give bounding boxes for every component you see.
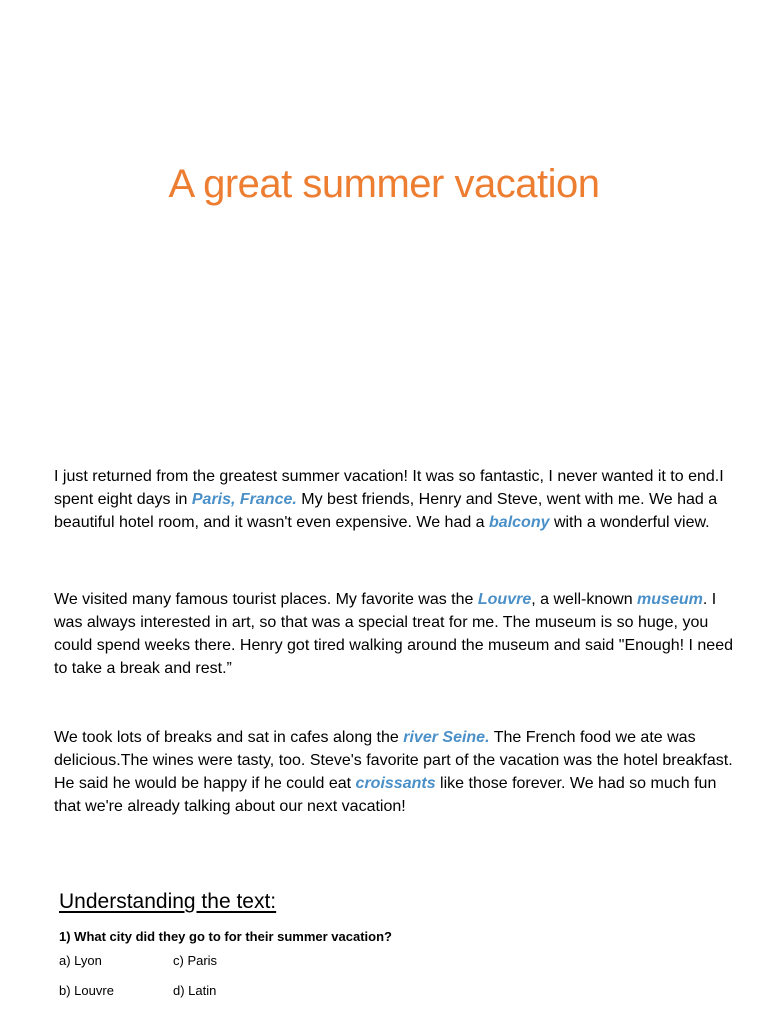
answer-option-c[interactable]: c) Paris: [173, 953, 218, 968]
highlight-river-seine: river Seine.: [403, 729, 490, 746]
section-heading: Understanding the text:: [59, 890, 277, 913]
paragraph-1: [54, 465, 744, 534]
highlight-paris-france: Paris, France.: [191, 491, 297, 508]
answer-option-b[interactable]: b) Louvre: [59, 983, 114, 998]
paragraph-text: We took lots of breaks and sat in cafes along the: [54, 729, 404, 746]
paragraph-text: I just returned from the greatest summer vacation! It was so fantastic, I never wanted it to end.I spent eight days in: [54, 468, 724, 508]
highlight-croissants: croissants: [355, 775, 436, 792]
paragraph-text: like those forever. We had so much fun that we're already talking about our next vacation!: [54, 775, 717, 815]
paragraph-2: [54, 588, 744, 680]
paragraph-text: . I was always interested in art, so that was a special treat for me. The museum is so huge, you could spend weeks there. Henry got tired walking around the museum and said "Enough! I need to take a break and rest.”: [54, 591, 733, 677]
answer-option-d[interactable]: d) Latin: [173, 983, 217, 998]
highlight-louvre: Louvre: [477, 591, 532, 608]
highlight-museum: museum: [637, 591, 703, 608]
answer-option-a[interactable]: a) Lyon: [59, 953, 102, 968]
paragraph-text: with a wonderful view.: [549, 514, 710, 531]
highlight-balcony: balcony: [489, 514, 550, 531]
paragraph-text: We visited many famous tourist places. My favorite was the: [54, 591, 478, 608]
paragraph-3: [54, 726, 744, 818]
question-1: 1) What city did they go to for their summer vacation?: [59, 929, 392, 944]
paragraph-text: My best friends, Henry and Steve, went with me. We had a beautiful hotel room, and it wasn't even expensive. We had a: [54, 491, 718, 531]
paragraph-text: , a well-known: [531, 591, 638, 608]
page-title: A great summer vacation: [168, 162, 600, 206]
paragraph-text: The French food we ate was delicious.The wines were tasty, too. Steve's favorite part of the vacation was the hotel breakfast. He said he would be happy if he could eat: [54, 729, 733, 792]
